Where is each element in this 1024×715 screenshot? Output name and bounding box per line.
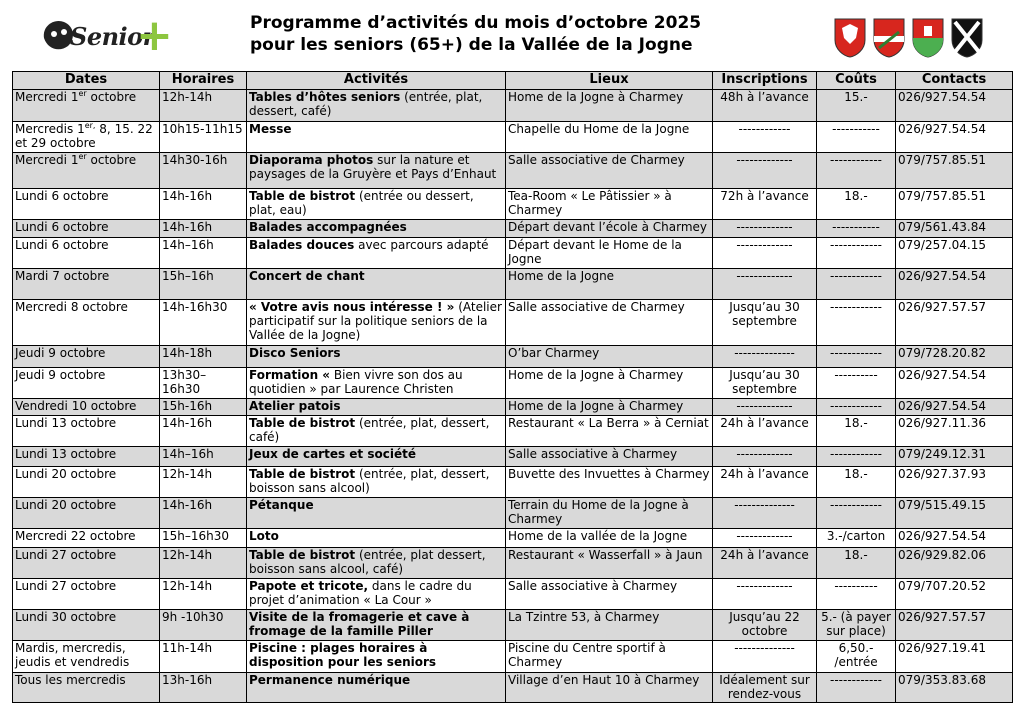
cell-inscription: ------------- (713, 447, 817, 467)
cell-place: Salle associative de Charmey (506, 300, 713, 346)
page-title (250, 12, 770, 56)
cell-activity (247, 498, 506, 529)
cell-contact: 079/257.04.15 (896, 238, 1013, 269)
cell-contact: 079/561.43.84 (896, 220, 1013, 238)
cell-time: 14h-16h (160, 416, 247, 447)
cell-inscription: 24h à l’avance (713, 416, 817, 447)
table-row (13, 368, 1013, 399)
cell-time: 14h-18h (160, 346, 247, 368)
cell-inscription: ------------- (713, 220, 817, 238)
cell-inscription: Jusqu’au 22 octobre (713, 610, 817, 641)
table-header-row (13, 72, 1013, 90)
table-row (13, 498, 1013, 529)
cell-activity (247, 269, 506, 300)
cell-date: Mercredis $1^{er,}$ 8, 15. 22 et 29 octobre (13, 122, 160, 153)
cell-contact: 026/927.54.54 (896, 269, 1013, 300)
cell-contact: 026/927.54.54 (896, 368, 1013, 399)
crest-crésuz-icon (873, 18, 905, 58)
table-row (13, 529, 1013, 548)
cell-activity (247, 447, 506, 467)
cell-contact: 079/757.85.51 (896, 189, 1013, 220)
cell-time: 9h -10h30 (160, 610, 247, 641)
cell-cost: ----------- (817, 122, 896, 153)
cell-time: 12h-14h (160, 548, 247, 579)
cell-contact: 079/515.49.15 (896, 498, 1013, 529)
cell-cost: ------------ (817, 498, 896, 529)
cell-time: 13h30–16h30 (160, 368, 247, 399)
cell-cost: ------------ (817, 269, 896, 300)
cell-date: Lundi 30 octobre (13, 610, 160, 641)
cell-place: Départ devant l’école à Charmey (506, 220, 713, 238)
cell-contact: 026/927.54.54 (896, 399, 1013, 416)
cell-inscription: ------------- (713, 238, 817, 269)
crest-jaun-icon (912, 18, 944, 58)
activity-title: Table de bistrot (249, 548, 356, 562)
cell-time: 13h-16h (160, 673, 247, 703)
activity-title: Jeux de cartes et société (249, 447, 416, 461)
cell-place: Terrain du Home de la Jogne à Charmey (506, 498, 713, 529)
title-line-2: pour les seniors (65+) de la Vallée de la Jogne (250, 35, 693, 55)
table-row (13, 238, 1013, 269)
cell-inscription: Idéalement sur rendez-vous (713, 673, 817, 703)
table-row (13, 153, 1013, 189)
cell-contact: 026/927.54.54 (896, 90, 1013, 122)
col-header-activites: Activités (247, 72, 506, 90)
table-row (13, 548, 1013, 579)
activity-title: « Votre avis nous intéresse ! » (249, 300, 455, 314)
cell-place: Départ devant le Home de la Jogne (506, 238, 713, 269)
cell-date: Lundi 27 octobre (13, 548, 160, 579)
activity-details: (entrée ou dessert, plat, eau) (249, 189, 474, 217)
cell-inscription: 24h à l’avance (713, 467, 817, 498)
cell-date: Mercredi 1er octobre (13, 153, 160, 189)
logo-plus: + (136, 10, 173, 61)
cell-inscription: Jusqu’au 30 septembre (713, 368, 817, 399)
cell-time: 14h-16h30 (160, 300, 247, 346)
cell-time: 14h–16h (160, 447, 247, 467)
cell-activity (247, 529, 506, 548)
cell-activity (247, 368, 506, 399)
cell-inscription: ------------- (713, 579, 817, 610)
activity-title: Table de bistrot (249, 416, 356, 430)
cell-activity (247, 220, 506, 238)
cell-date: Lundi 6 octobre (13, 238, 160, 269)
cell-activity (247, 673, 506, 703)
cell-contact: 026/927.57.57 (896, 610, 1013, 641)
activity-title: Tables d’hôtes seniors (249, 90, 401, 104)
cell-place: Buvette des Invuettes à Charmey (506, 467, 713, 498)
cell-place: Home de la Jogne (506, 269, 713, 300)
cell-contact: 026/927.19.41 (896, 641, 1013, 673)
cell-cost: ------------ (817, 399, 896, 416)
cell-cost: 18.- (817, 189, 896, 220)
cell-cost: ---------- (817, 579, 896, 610)
municipal-crests (834, 18, 994, 60)
cell-time: 15h-16h (160, 399, 247, 416)
cell-date: Jeudi 9 octobre (13, 368, 160, 399)
cell-cost: ----------- (817, 220, 896, 238)
activity-details: (entrée, plat dessert, boisson sans alcool, café) (249, 548, 486, 576)
cell-activity (247, 90, 506, 122)
cell-cost: ------------ (817, 238, 896, 269)
cell-time: 14h–16h (160, 238, 247, 269)
activity-title: Pétanque (249, 498, 314, 512)
activity-details: Bien vivre son dos au quotidien » par Laurence Christen (249, 368, 463, 396)
cell-date: Lundi 20 octobre (13, 467, 160, 498)
cell-cost: 18.- (817, 416, 896, 447)
activity-title: Diaporama photos (249, 153, 374, 167)
cell-date: Lundi 20 octobre (13, 498, 160, 529)
cell-date: Lundi 6 octobre (13, 189, 160, 220)
activity-title: Loto (249, 529, 279, 543)
cell-cost: ------------ (817, 300, 896, 346)
cell-date: Lundi 6 octobre (13, 220, 160, 238)
cell-activity (247, 189, 506, 220)
activity-title: Balades douces (249, 238, 355, 252)
table-row (13, 467, 1013, 498)
cell-inscription: ------------- (713, 399, 817, 416)
table-row (13, 416, 1013, 447)
activity-details: dans le cadre du projet d’animation « La Cour » (249, 579, 472, 607)
activity-details: (entrée, plat, dessert, boisson sans alcool) (249, 467, 490, 495)
cell-contact: 079/353.83.68 (896, 673, 1013, 703)
cell-date: Lundi 13 octobre (13, 416, 160, 447)
cell-place: Salle associative à Charmey (506, 447, 713, 467)
cell-contact: 079/249.12.31 (896, 447, 1013, 467)
cell-place: Chapelle du Home de la Jogne (506, 122, 713, 153)
cell-date: Mardi 7 octobre (13, 269, 160, 300)
table-row (13, 300, 1013, 346)
cell-contact: 079/707.20.52 (896, 579, 1013, 610)
cell-time: 15h–16h (160, 269, 247, 300)
cell-activity (247, 548, 506, 579)
table-row (13, 220, 1013, 238)
cell-contact: 026/927.11.36 (896, 416, 1013, 447)
cell-contact: 079/757.85.51 (896, 153, 1013, 189)
table-row (13, 189, 1013, 220)
cell-time: 14h-16h (160, 189, 247, 220)
cell-inscription: ------------- (713, 269, 817, 300)
cell-inscription: -------------- (713, 498, 817, 529)
cell-cost: 5.- (à payer sur place) (817, 610, 896, 641)
cell-contact: 026/929.82.06 (896, 548, 1013, 579)
cell-place: Piscine du Centre sportif à Charmey (506, 641, 713, 673)
activity-details: (entrée, plat, dessert, café) (249, 90, 483, 118)
activity-title: Table de bistrot (249, 189, 356, 203)
title-line-1: Programme d’activités du mois d’octobre 2025 (250, 13, 702, 33)
cell-time: 10h15-11h15 (160, 122, 247, 153)
cell-contact: 026/927.57.57 (896, 300, 1013, 346)
col-header-inscriptions: Inscriptions (713, 72, 817, 90)
cell-date: Jeudi 9 octobre (13, 346, 160, 368)
activity-title: Atelier patois (249, 399, 341, 413)
cell-date: Mardis, mercredis, jeudis et vendredis (13, 641, 160, 673)
cell-inscription: -------------- (713, 346, 817, 368)
cell-date: Mercredi 1er octobre (13, 90, 160, 122)
cell-date: Vendredi 10 octobre (13, 399, 160, 416)
logo-text: Senior (70, 22, 155, 51)
activity-title: Permanence numérique (249, 673, 411, 687)
cell-activity (247, 153, 506, 189)
cell-activity (247, 300, 506, 346)
activity-details: avec parcours adapté (354, 238, 489, 252)
cell-contact: 026/927.37.93 (896, 467, 1013, 498)
cell-place: Salle associative de Charmey (506, 153, 713, 189)
cell-inscription: ------------- (713, 153, 817, 189)
cell-date: Lundi 27 octobre (13, 579, 160, 610)
cell-cost: ------------ (817, 673, 896, 703)
cell-cost: ------------ (817, 153, 896, 189)
cell-place: Home de la Jogne à Charmey (506, 90, 713, 122)
activity-details: (Atelier participatif sur la politique seniors de la Vallée de la Jogne) (249, 300, 502, 342)
cell-cost: 15.- (817, 90, 896, 122)
cell-activity (247, 122, 506, 153)
table-row (13, 579, 1013, 610)
cell-activity (247, 416, 506, 447)
table-row (13, 673, 1013, 703)
cell-time: 14h-16h (160, 220, 247, 238)
table-row (13, 269, 1013, 300)
cell-place: Restaurant « La Berra » à Cerniat (506, 416, 713, 447)
cell-place: Restaurant « Wasserfall » à Jaun (506, 548, 713, 579)
cell-cost: ---------- (817, 368, 896, 399)
cell-place: Village d’en Haut 10 à Charmey (506, 673, 713, 703)
cell-place: Home de la Jogne à Charmey (506, 368, 713, 399)
table-row (13, 90, 1013, 122)
cell-activity (247, 346, 506, 368)
activity-details: sur la nature et paysages de la Gruyère et Pays d’Enhaut (249, 153, 497, 181)
cell-time: 12h-14h (160, 467, 247, 498)
col-header-horaires: Horaires (160, 72, 247, 90)
cell-cost: ------------ (817, 447, 896, 467)
cell-contact: 026/927.54.54 (896, 529, 1013, 548)
activity-title: Papote et tricote, (249, 579, 369, 593)
cell-time: 15h–16h30 (160, 529, 247, 548)
cell-activity (247, 467, 506, 498)
cell-contact: 079/728.20.82 (896, 346, 1013, 368)
crest-charmey-icon (834, 18, 866, 58)
cell-contact: 026/927.54.54 (896, 122, 1013, 153)
cell-inscription: Jusqu’au 30 septembre (713, 300, 817, 346)
table-row (13, 641, 1013, 673)
cell-time: 12h-14h (160, 579, 247, 610)
cell-cost: 6,50.- /entrée (817, 641, 896, 673)
cell-date: Tous les mercredis (13, 673, 160, 703)
table-row (13, 447, 1013, 467)
cell-cost: 18.- (817, 467, 896, 498)
cell-place: Home de la vallée de la Jogne (506, 529, 713, 548)
activity-title: Piscine : plages horaires à disposition pour les seniors (249, 641, 437, 669)
activities-table (12, 71, 1013, 703)
cell-place: Tea-Room « Le Pâtissier » à Charmey (506, 189, 713, 220)
cell-activity (247, 238, 506, 269)
cell-inscription: ------------- (713, 529, 817, 548)
activity-title: Formation « (249, 368, 331, 382)
table-row (13, 610, 1013, 641)
col-header-contacts: Contacts (896, 72, 1013, 90)
cell-time: 12h-14h (160, 90, 247, 122)
cell-date: Mercredi 22 octobre (13, 529, 160, 548)
table-row (13, 399, 1013, 416)
cell-inscription: -------------- (713, 641, 817, 673)
col-header-lieux: Lieux (506, 72, 713, 90)
cell-cost: 18.- (817, 548, 896, 579)
cell-place: Salle associative à Charmey (506, 579, 713, 610)
activity-details: (entrée, plat, dessert, café) (249, 416, 490, 444)
cell-date: Mercredi 8 octobre (13, 300, 160, 346)
activity-title: Visite de la fromagerie et cave à fromage de la famille Piller (249, 610, 470, 638)
cell-inscription: 24h à l’avance (713, 548, 817, 579)
cell-place: O’bar Charmey (506, 346, 713, 368)
crest-val-de-charmey-icon (951, 18, 983, 58)
cell-date: Lundi 13 octobre (13, 447, 160, 467)
activity-title: Messe (249, 122, 292, 136)
cell-activity (247, 579, 506, 610)
page-header (0, 0, 1024, 70)
activity-title: Concert de chant (249, 269, 365, 283)
cell-activity (247, 610, 506, 641)
activity-title: Balades accompagnées (249, 220, 407, 234)
cell-time: 14h-16h (160, 498, 247, 529)
cell-inscription: 72h à l’avance (713, 189, 817, 220)
senior-plus-logo (40, 10, 173, 62)
cell-place: La Tzintre 53, à Charmey (506, 610, 713, 641)
cell-cost: 3.-/carton (817, 529, 896, 548)
col-header-couts: Coûts (817, 72, 896, 90)
activity-title: Table de bistrot (249, 467, 356, 481)
activity-title: Disco Seniors (249, 346, 341, 360)
cell-time: 14h30-16h (160, 153, 247, 189)
cell-time: 11h-14h (160, 641, 247, 673)
cell-place: Home de la Jogne à Charmey (506, 399, 713, 416)
cell-activity (247, 399, 506, 416)
cell-cost: ------------ (817, 346, 896, 368)
table-row (13, 346, 1013, 368)
cell-inscription: ------------ (713, 122, 817, 153)
cell-activity (247, 641, 506, 673)
table-row (13, 122, 1013, 153)
col-header-dates: Dates (13, 72, 160, 90)
cell-inscription: 48h à l’avance (713, 90, 817, 122)
